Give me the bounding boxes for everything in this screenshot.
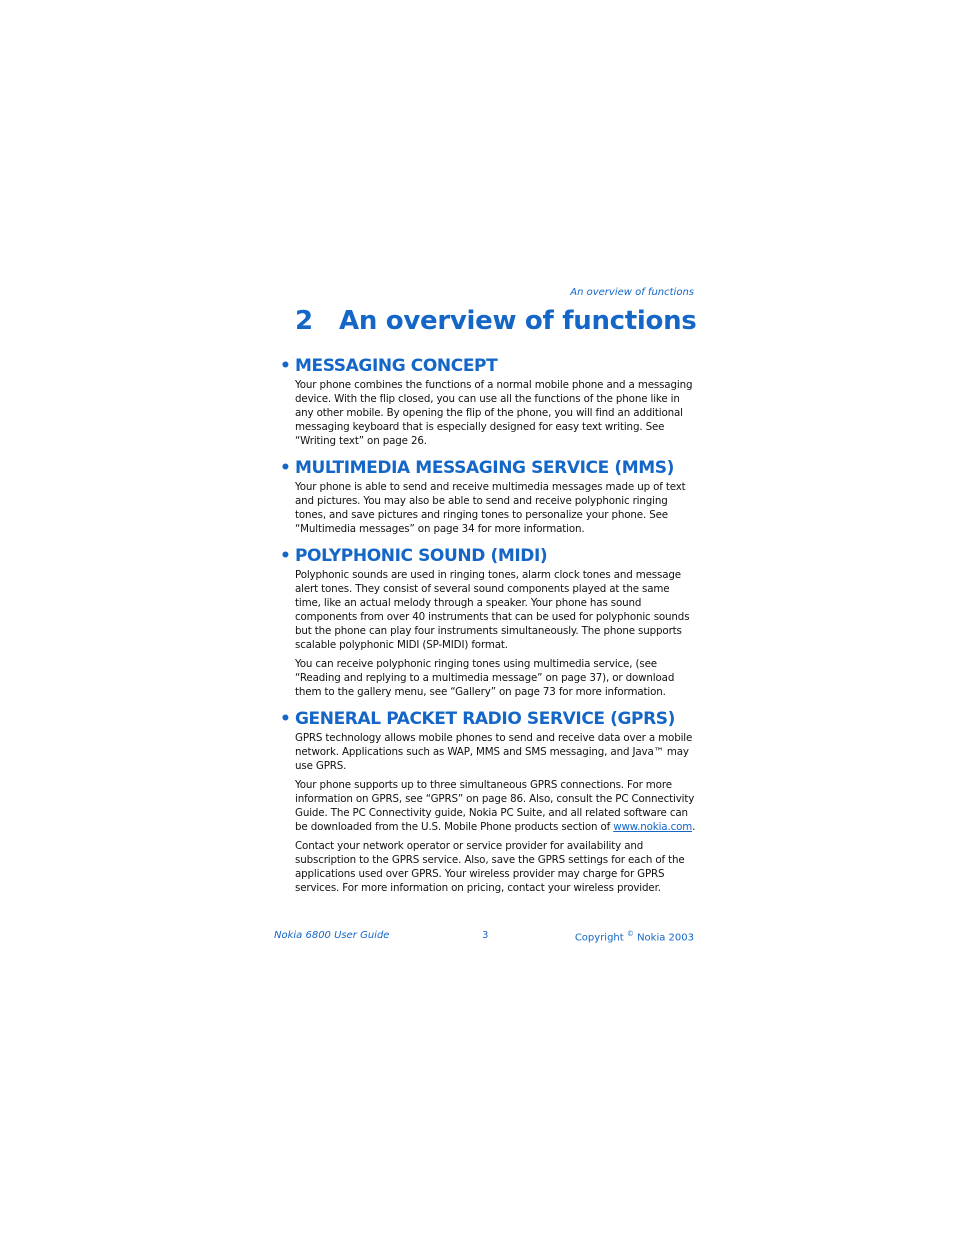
copyright-symbol: © [626,930,634,938]
paragraph-text: Your phone supports up to three simultaneous GPRS connections. For more information on GPRS, see “GPRS” on page 86. Also, consult the PC Connectivity Guide. The PC Connectivity guide, Nokia PC Suite, and all related software can be downloaded from the U.S. Mobile Phone products section of [295,779,695,833]
copyright-suffix: Nokia 2003 [637,932,694,944]
paragraph: Polyphonic sounds are used in ringing tones, alarm clock tones and message alert tones. They consist of several sound components played at the same time, like an actual melody through a speaker. Your phone has sound components from over 40 instruments that can be used for polyphonic sounds but the phone can play four instruments simultaneously. The phone supports scalable polyphonic MIDI (SP-MIDI) format. [295,569,690,651]
section-heading-text: POLYPHONIC SOUND (MIDI) [295,546,548,566]
section-heading [280,709,696,729]
chapter-number: 2 [295,306,313,336]
section-heading [280,546,696,566]
paragraph: You can receive polyphonic ringing tones using multimedia service, (see “Reading and replying to a multimedia message” on page 37), or download them to the gallery menu, see “Gallery” on page 73 for more information. [295,658,675,698]
footer-guide-title: Nokia 6800 User Guide [274,930,390,941]
bullet-icon: • [280,546,291,566]
section-heading-text: MULTIMEDIA MESSAGING SERVICE (MMS) [295,458,674,478]
chapter-title-text: An overview of functions [339,306,697,336]
bullet-icon: • [280,356,291,376]
section-gprs [280,709,696,895]
footer-copyright [575,930,694,943]
running-header: An overview of functions [570,287,694,298]
section-heading-text: MESSAGING CONCEPT [295,356,498,376]
paragraph: Contact your network operator or service provider for availability and subscription to the GPRS service. Also, save the GPRS settings for each of the applications used over GPRS. Your wireless provider may charge for GPRS services. For more information on pricing, contact your wireless provider. [295,840,685,894]
paragraph-end: . [692,821,696,833]
bullet-icon: • [280,709,291,729]
bullet-icon: • [280,458,291,478]
section-heading [280,458,696,478]
page-content [280,356,696,905]
chapter-title [295,306,696,336]
section-mms [280,458,696,536]
section-heading [280,356,696,376]
section-heading-text: GENERAL PACKET RADIO SERVICE (GPRS) [295,709,676,729]
paragraph: Your phone is able to send and receive multimedia messages made up of text and pictures. You may also be able to send and receive polyphonic ringing tones, and save pictures and ringing tones to personalize your phone. See “Multimedia messages” on page 34 for more information. [295,481,686,535]
section-messaging-concept [280,356,696,448]
paragraph-with-link [295,778,696,834]
nokia-website-link[interactable]: www.nokia.com [613,821,693,833]
paragraph: GPRS technology allows mobile phones to send and receive data over a mobile network. Applications such as WAP, MMS and SMS messaging, and Java™ may use GPRS. [295,732,693,772]
paragraph: Your phone combines the functions of a normal mobile phone and a messaging device. With the flip closed, you can use all the functions of the phone like in any other mobile. By opening the flip of the phone, you will find an additional messaging keyboard that is especially designed for easy text writing. See “Writing text” on page 26. [295,379,693,447]
copyright-prefix: Copyright [574,932,624,944]
section-polyphonic-sound [280,546,696,699]
page-number: 3 [482,930,489,941]
